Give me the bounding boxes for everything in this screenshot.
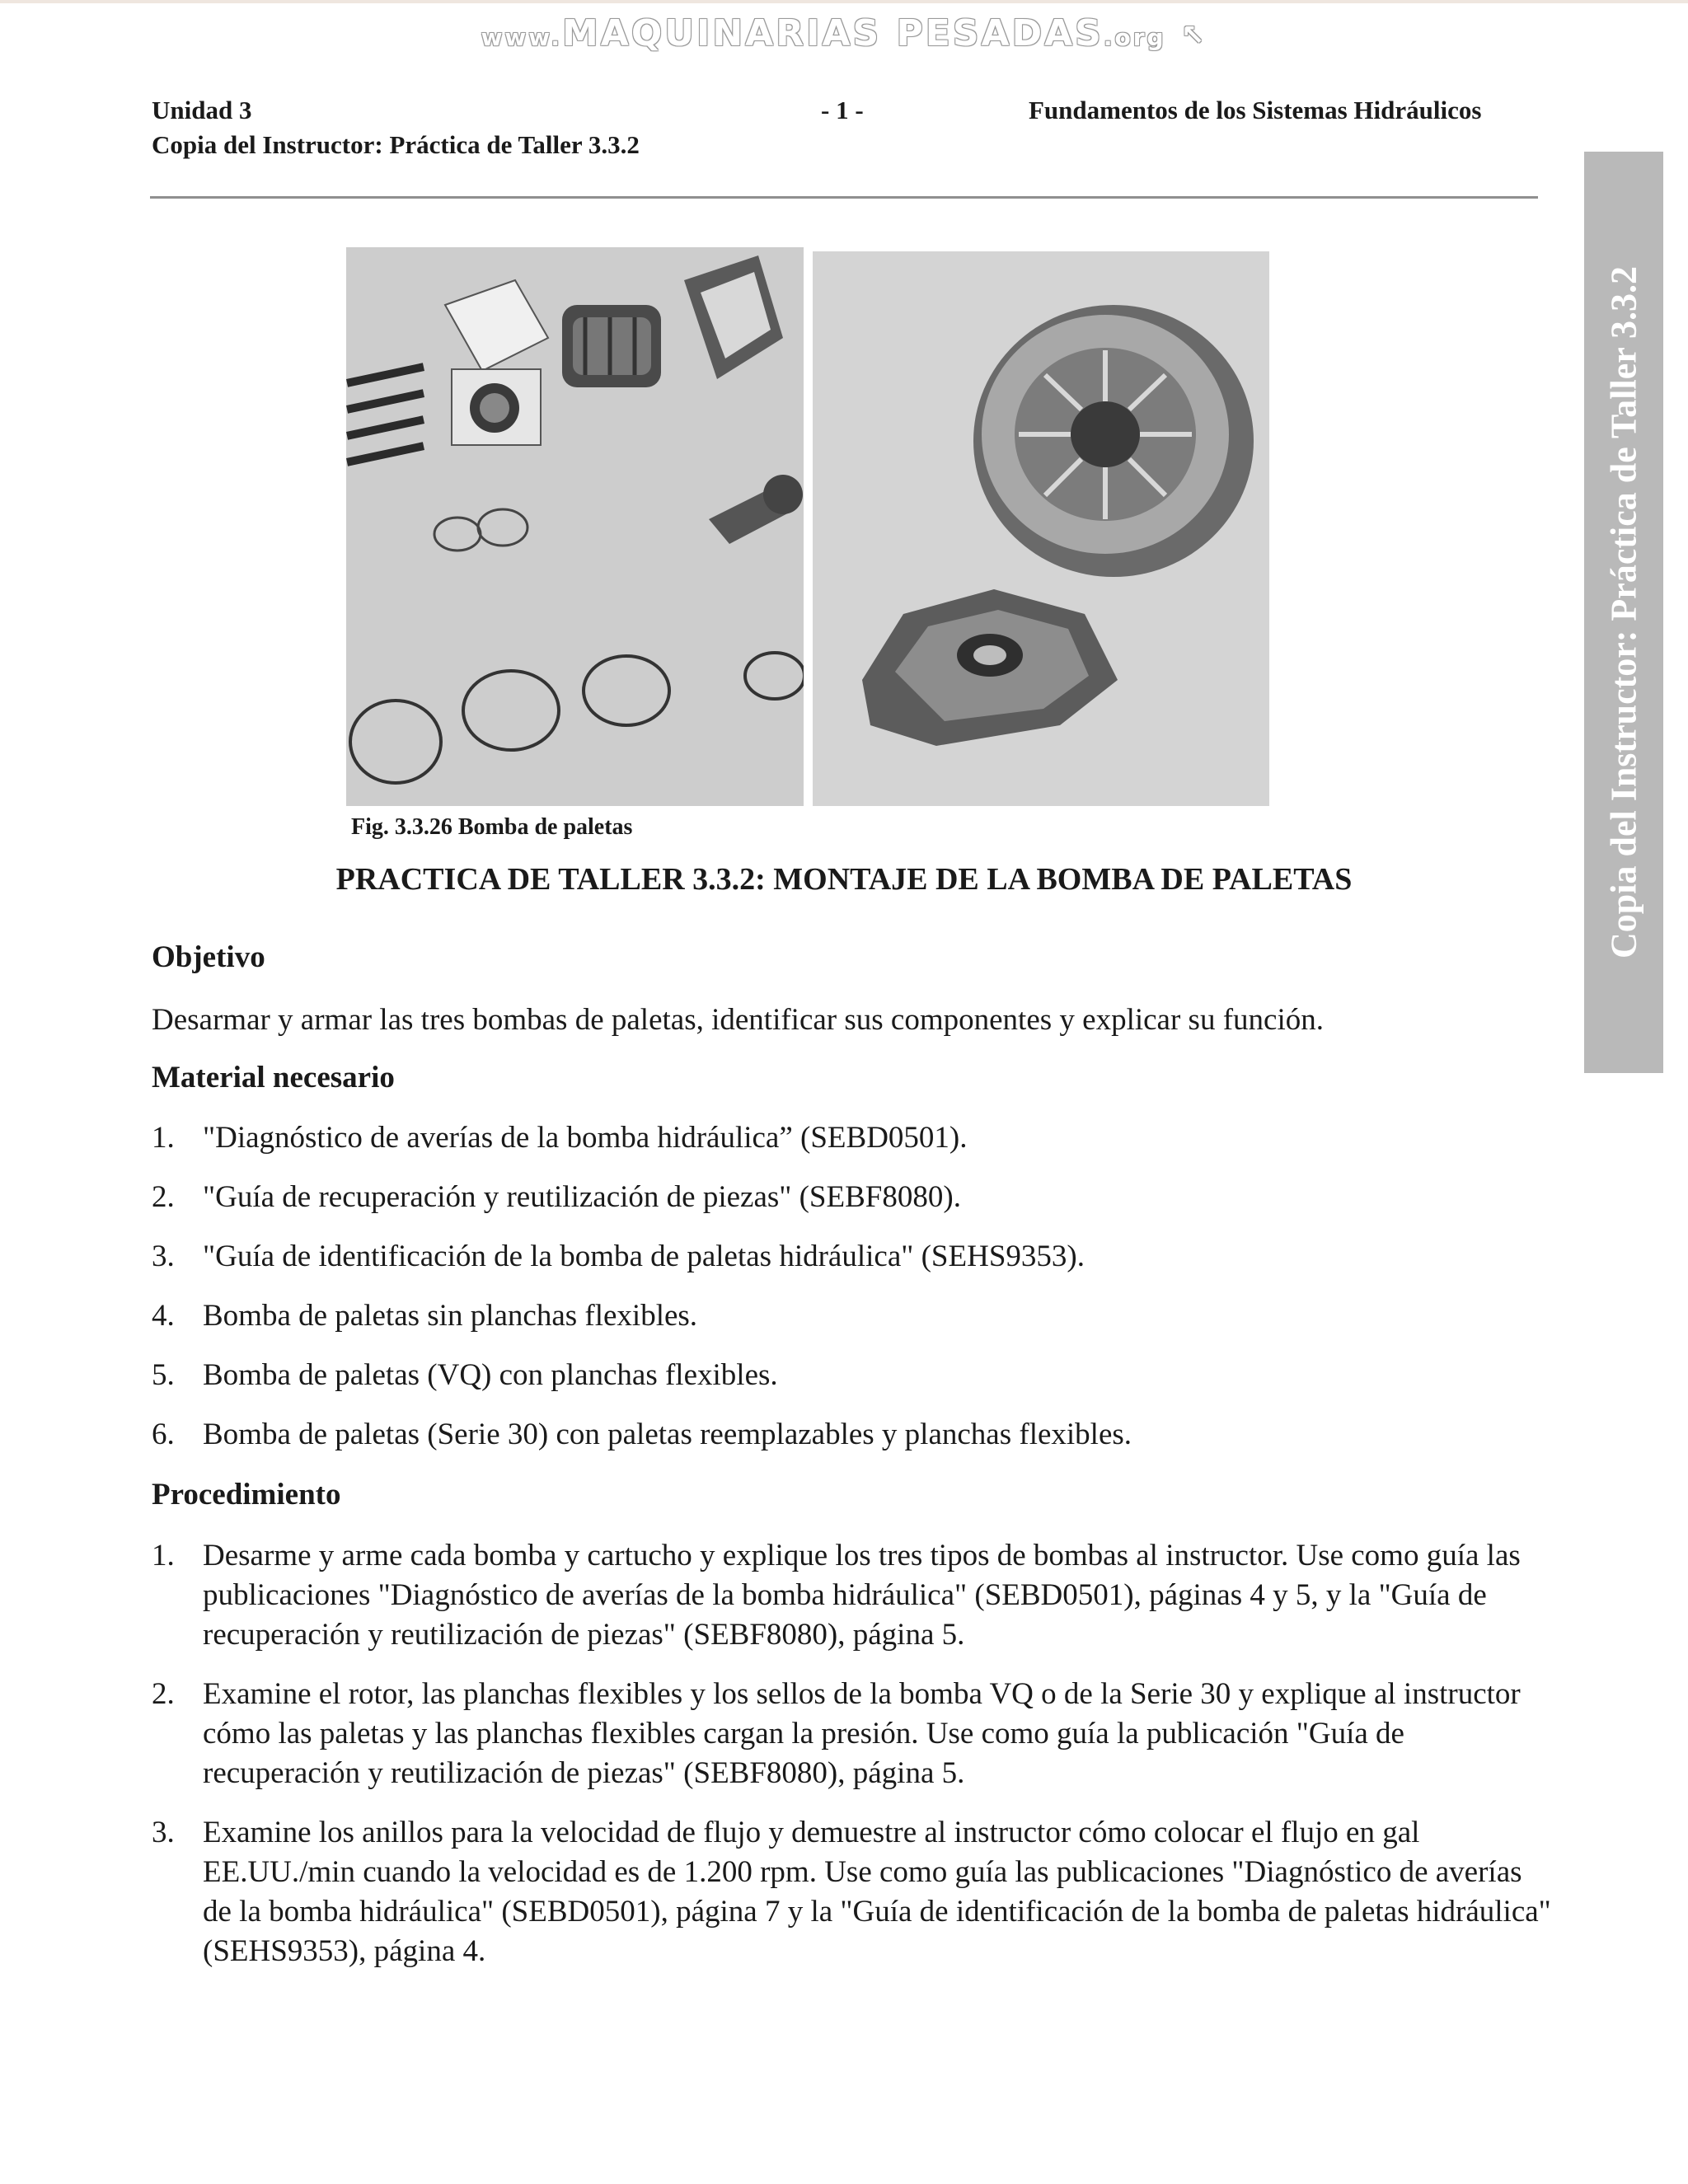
list-item: 4. Bomba de paletas sin planchas flexibles. — [152, 1299, 698, 1333]
header-course-title: Fundamentos de los Sistemas Hidráulicos — [1029, 96, 1482, 124]
material-heading: Material necesario — [152, 1061, 395, 1094]
list-item: 2. "Guía de recuperación y reutilización de piezas" (SEBF8080). — [152, 1180, 961, 1214]
list-item: 3. "Guía de identificación de la bomba de paletas hidráulica" (SEHS9353). — [152, 1240, 1085, 1273]
list-item: 6. Bomba de paletas (Serie 30) con paletas reemplazables y planchas flexibles. — [152, 1418, 1132, 1451]
list-item: 3. Examine los anillos para la velocidad de flujo y demuestre al instructor cómo colocar el flujo en gal EE.UU./min cuando la velocidad es de 1.200 rpm. Use como guía las publicaciones "Diagnóstico de averías de la bomba hidráulica" (SEBD0501), página 7 y la "Guía de identificación de la bomba de paletas hidráulica" (SEHS9353), página 4. — [152, 1816, 1551, 1968]
header-subtitle: Copia del Instructor: Práctica de Taller 3.3.2 — [152, 130, 640, 159]
side-tab-label: Copia del Instructor: Práctica de Taller 3.3.2 — [1603, 266, 1644, 958]
header-page-number: - 1 - — [821, 96, 864, 124]
pump-parts-photo — [346, 247, 804, 806]
list-item: 1. Desarme y arme cada bomba y cartucho y explique los tres tipos de bombas al instructor. Use como guía las publicaciones "Diagnóstico de averías de la bomba hidráulica" (SEBD0501), páginas 4 y 5, y la "Guía de recuperación y reutilización de piezas" (SEBF8080), página 5. — [152, 1539, 1521, 1652]
list-item: 5. Bomba de paletas (VQ) con planchas flexibles. — [152, 1358, 778, 1392]
figure-caption: Fig. 3.3.26 Bomba de paletas — [351, 814, 633, 840]
material-list — [152, 1118, 1553, 1474]
header-divider — [150, 196, 1538, 199]
cursor-icon: ↖ — [1180, 19, 1207, 52]
procedimiento-heading: Procedimiento — [152, 1478, 341, 1511]
list-item: 1. "Diagnóstico de averías de la bomba hidráulica” (SEBD0501). — [152, 1121, 968, 1155]
objetivo-heading: Objetivo — [152, 940, 265, 974]
header-unit: Unidad 3 — [152, 96, 252, 124]
side-tab — [1584, 152, 1663, 1073]
top-edge-bar — [0, 0, 1688, 3]
watermark-logo: www.MAQUINARIAS PESADAS.org ↖ — [0, 5, 1688, 67]
list-item: 2. Examine el rotor, las planchas flexibles y los sellos de la bomba VQ o de la Serie 30 y explique al instructor cómo las paletas y las planchas flexibles cargan la presión. Use como guía la publicación "Guía de recuperación y reutilización de piezas" (SEBF8080), página 5. — [152, 1677, 1521, 1790]
objetivo-text: Desarmar y armar las tres bombas de paletas, identificar sus componentes y explicar su función. — [152, 1003, 1324, 1037]
pump-cartridge-photo — [813, 251, 1269, 806]
document-title: PRACTICA DE TALLER 3.3.2: MONTAJE DE LA BOMBA DE PALETAS — [335, 862, 1353, 897]
procedimiento-list — [152, 1536, 1553, 1991]
